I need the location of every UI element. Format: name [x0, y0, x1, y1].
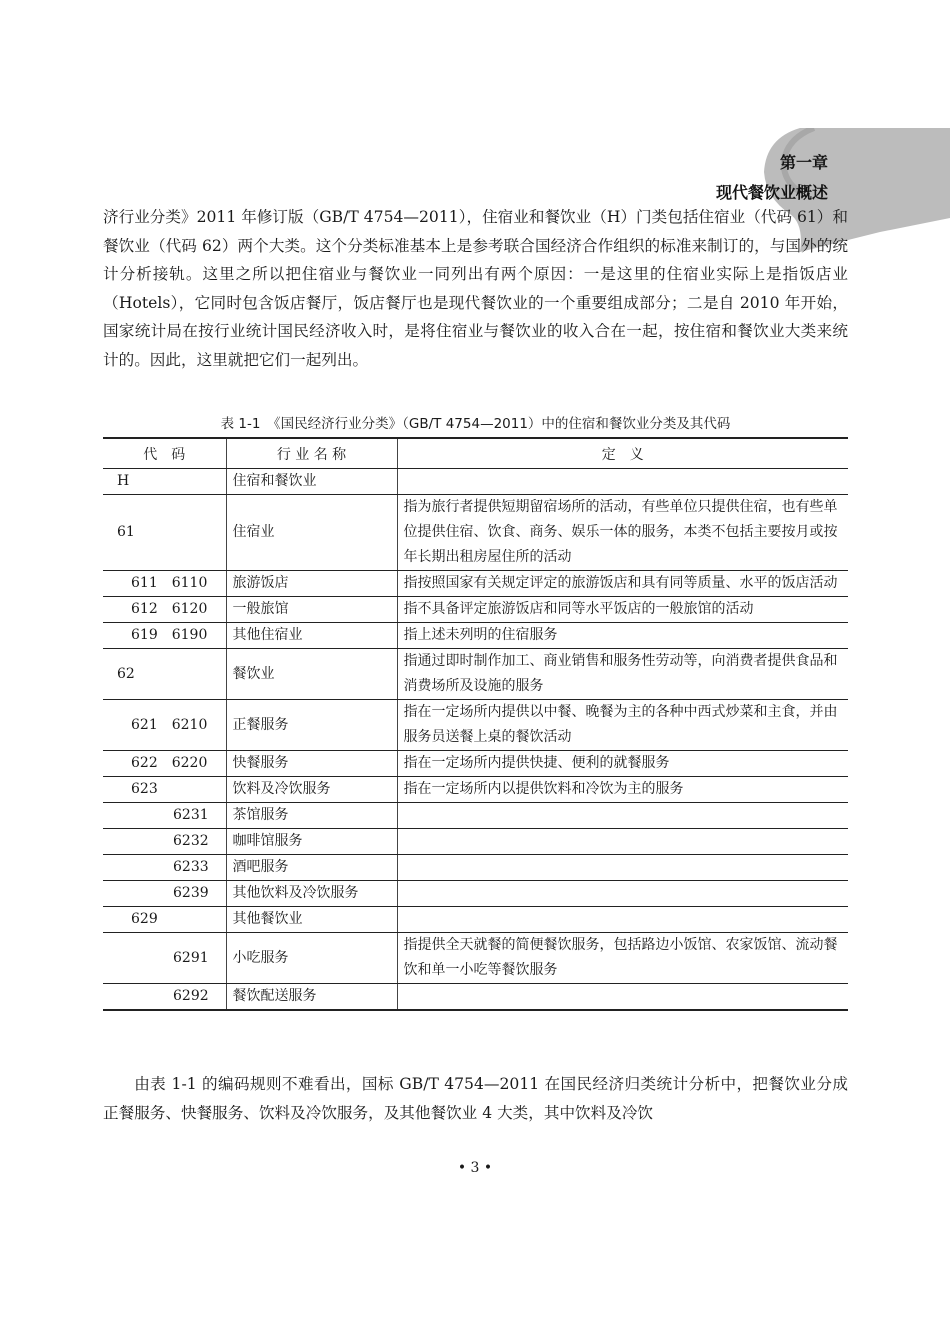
row-definition: 指不具备评定旅游饭店和同等水平饭店的一般旅馆的活动	[397, 597, 848, 623]
row-name: 住宿和餐饮业	[226, 469, 397, 495]
table-row	[103, 649, 848, 700]
row-code: 62	[103, 649, 226, 700]
table-row	[103, 984, 848, 1011]
row-definition	[397, 984, 848, 1011]
row-name: 其他饮料及冷饮服务	[226, 881, 397, 907]
row-definition: 指在一定场所内提供快捷、便利的就餐服务	[397, 751, 848, 777]
row-code: 611 6110	[103, 571, 226, 597]
row-name: 住宿业	[226, 495, 397, 571]
chapter-title: 现代餐饮业概述	[715, 183, 828, 202]
row-definition: 指通过即时制作加工、商业销售和服务性劳动等，向消费者提供食品和消费场所及设施的服务	[397, 649, 848, 700]
row-definition: 指提供全天就餐的简便餐饮服务，包括路边小饭馆、农家饭馆、流动餐饮和单一小吃等餐饮服务	[397, 933, 848, 984]
table-row	[103, 571, 848, 597]
row-name: 酒吧服务	[226, 855, 397, 881]
row-code: H	[103, 469, 226, 495]
table-row	[103, 855, 848, 881]
header-industry-name: 行 业 名 称	[226, 438, 397, 469]
row-definition	[397, 855, 848, 881]
row-definition	[397, 907, 848, 933]
row-definition	[397, 469, 848, 495]
row-name: 其他住宿业	[226, 623, 397, 649]
row-code: 6233	[103, 855, 226, 881]
table-row	[103, 751, 848, 777]
row-definition: 指上述未列明的住宿服务	[397, 623, 848, 649]
industry-classification-table	[103, 437, 848, 1011]
row-code: 6239	[103, 881, 226, 907]
row-name: 小吃服务	[226, 933, 397, 984]
row-code: 61	[103, 495, 226, 571]
row-name: 茶馆服务	[226, 803, 397, 829]
table-row	[103, 469, 848, 495]
page-number: • 3 •	[457, 1160, 493, 1176]
row-code: 623	[103, 777, 226, 803]
table-row	[103, 700, 848, 751]
table-row	[103, 623, 848, 649]
row-definition: 指在一定场所内提供以中餐、晚餐为主的各种中西式炒菜和主食，并由服务员送餐上桌的餐饮活动	[397, 700, 848, 751]
closing-paragraph: 由表 1-1 的编码规则不难看出，国标 GB/T 4754—2011 在国民经济归类统计分析中，把餐饮业分成正餐服务、快餐服务、饮料及冷饮服务，及其他餐饮业 4 大类，其中饮料及冷饮	[103, 1075, 848, 1122]
row-code: 6291	[103, 933, 226, 984]
chapter-number: 第一章	[779, 153, 828, 172]
table-row	[103, 597, 848, 623]
row-definition	[397, 803, 848, 829]
row-name: 旅游饭店	[226, 571, 397, 597]
row-name: 咖啡馆服务	[226, 829, 397, 855]
row-name: 餐饮配送服务	[226, 984, 397, 1011]
row-code: 6292	[103, 984, 226, 1011]
table-row	[103, 907, 848, 933]
table-row	[103, 881, 848, 907]
table-row	[103, 933, 848, 984]
table-caption: 表 1-1 《国民经济行业分类》（GB/T 4754—2011）中的住宿和餐饮业分类及其代码	[220, 416, 731, 432]
row-name: 正餐服务	[226, 700, 397, 751]
header-definition: 定 义	[397, 438, 848, 469]
row-definition	[397, 881, 848, 907]
header-code: 代 码	[103, 438, 226, 469]
intro-paragraph: 济行业分类》2011 年修订版（GB/T 4754—2011），住宿业和餐饮业（H）门类包括住宿业（代码 61）和餐饮业（代码 62）两个大类。这个分类标准基本上是参考联合国经济合作组织的标准来制订的，与国外的统计分析接轨。这里之所以把住宿业与餐饮业一同列出有两个原因：一是这里的住宿业实际上是指饭店业（Hotels），它同时包含饭店餐厅，饭店餐厅也是现代餐饮业的一个重要组成部分；二是自 2010 年开始，国家统计局在按行业统计国民经济收入时，是将住宿业与餐饮业的收入合在一起，按住宿和餐饮业大类来统计的。因此，这里就把它们一起列出。	[103, 208, 848, 369]
row-definition: 指在一定场所内以提供饮料和冷饮为主的服务	[397, 777, 848, 803]
row-name: 饮料及冷饮服务	[226, 777, 397, 803]
row-code: 619 6190	[103, 623, 226, 649]
row-definition: 指为旅行者提供短期留宿场所的活动，有些单位只提供住宿，也有些单位提供住宿、饮食、商务、娱乐一体的服务，本类不包括主要按月或按年长期出租房屋住所的活动	[397, 495, 848, 571]
table-row	[103, 777, 848, 803]
row-name: 快餐服务	[226, 751, 397, 777]
row-name: 一般旅馆	[226, 597, 397, 623]
row-code: 629	[103, 907, 226, 933]
row-definition: 指按照国家有关规定评定的旅游饭店和具有同等质量、水平的饭店活动	[397, 571, 848, 597]
row-name: 餐饮业	[226, 649, 397, 700]
row-code: 6232	[103, 829, 226, 855]
row-definition	[397, 829, 848, 855]
row-code: 622 6220	[103, 751, 226, 777]
row-name: 其他餐饮业	[226, 907, 397, 933]
table-header-row	[103, 438, 848, 469]
row-code: 612 6120	[103, 597, 226, 623]
row-code: 621 6210	[103, 700, 226, 751]
table-row	[103, 829, 848, 855]
row-code: 6231	[103, 803, 226, 829]
table-row	[103, 495, 848, 571]
table-row	[103, 803, 848, 829]
